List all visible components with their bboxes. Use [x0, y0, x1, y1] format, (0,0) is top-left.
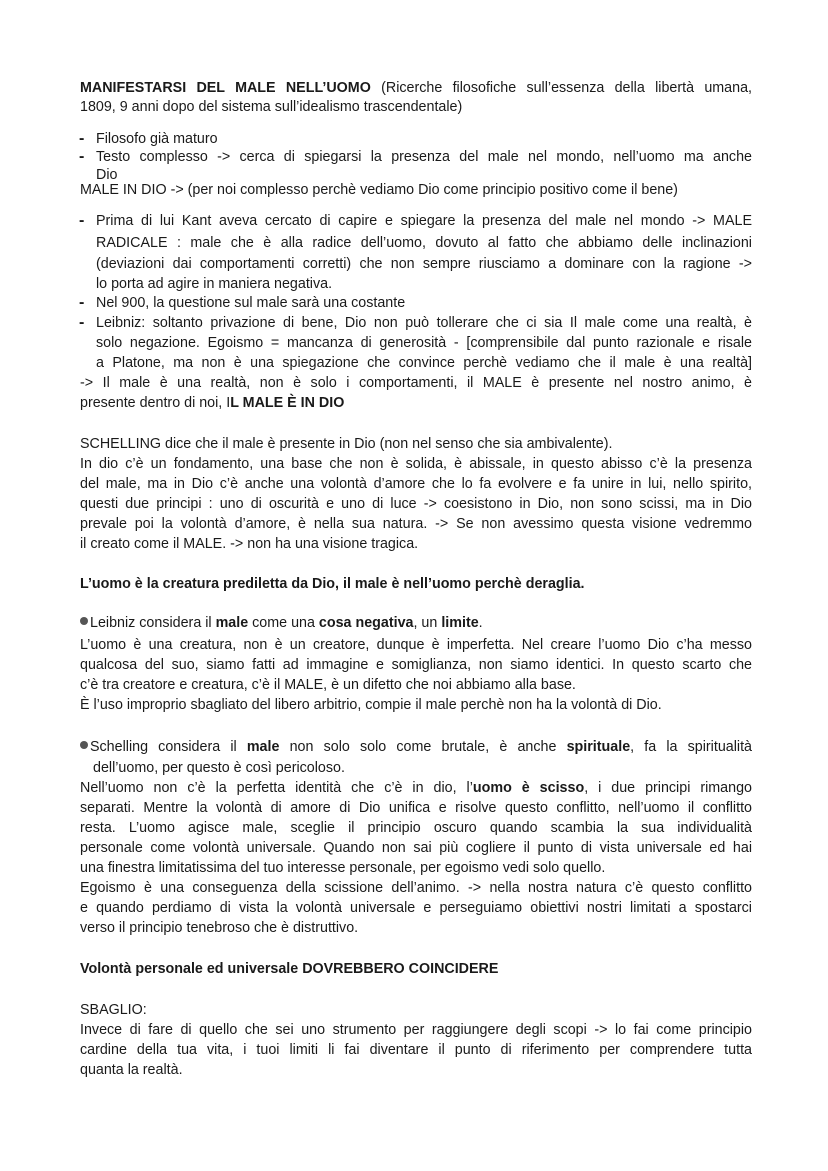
paragraph-line: del male, ma in Dio c’è anche una volontà d’amore che lo fa evolvere e fa unire in lui, nello spirito, [80, 476, 752, 492]
paragraph-line: In dio c’è un fondamento, una base che non è solida, è abissale, in questo abisso c’è la presenza [80, 456, 752, 472]
list-item-continuation: lo porta ad agire in maniera negativa. [96, 276, 333, 292]
paragraph-line: verso il principio tenebroso che è distruttivo. [80, 920, 359, 936]
bold-run: spirituale [566, 739, 631, 755]
dash-bullet: - [79, 130, 85, 147]
text-run: Schelling considera il [90, 739, 247, 755]
dash-bullet: - [79, 212, 85, 229]
paragraph-line: SCHELLING dice che il male è presente in Dio (non nel senso che sia ambivalente). [80, 436, 613, 452]
paragraph-line: cardine della tua vita, i tuoi limiti li fai diventare il punto di riferimento per comprendere tutta [80, 1042, 752, 1058]
list-item: Testo complesso -> cerca di spiegarsi la presenza del male nel mondo, nell’uomo ma anche [96, 149, 752, 165]
bullet-icon [80, 617, 88, 625]
text-run: , fa la spiritualità [630, 739, 753, 755]
paragraph-line: resta. L’uomo agisce male, sceglie il principio oscuro quando scambia la sua individualità [80, 820, 752, 836]
text-run: , i due principi rimango [584, 780, 752, 796]
text-run: non solo solo come brutale, è anche [279, 739, 567, 755]
bullet-item [90, 613, 752, 633]
paragraph-line: MALE IN DIO -> (per noi complesso perchè vediamo Dio come principio positivo come il bene) [80, 182, 678, 198]
text-run: come una [248, 615, 319, 631]
text-run: Nell’uomo non c’è la perfetta identità che c’è in dio, l’ [80, 780, 473, 796]
dash-bullet: - [79, 294, 85, 311]
list-item: Nel 900, la questione sul male sarà una costante [96, 295, 406, 311]
paragraph-line: questi due principi : uno di oscurità e uno di luce -> coesistono in Dio, non sono scissi, ma in Dio [80, 496, 752, 512]
text-run: Leibniz considera il [90, 615, 216, 631]
text-run: . [478, 615, 483, 631]
paragraph-line: c’è tra creatore e creatura, c’è il MALE, è un difetto che noi abbiamo alla base. [80, 677, 576, 693]
paragraph-line: È l’uso improprio sbagliato del libero arbitrio, compie il male perchè non ha la volontà di Dio. [80, 697, 662, 713]
section-heading: Volontà personale ed universale DOVREBBERO COINCIDERE [80, 961, 499, 977]
paragraph-line [80, 393, 752, 413]
list-item: Prima di lui Kant aveva cercato di capire e spiegare la presenza del male nel mondo -> MALE [96, 213, 752, 229]
paragraph-line: quanta la realtà. [80, 1062, 183, 1078]
bold-run: cosa negativa [318, 615, 414, 631]
dash-bullet: - [79, 314, 85, 331]
text-run: presente dentro di noi, I [80, 395, 231, 411]
list-item-continuation: a Platone, ma non è una spiegazione che convince perchè vediamo che il male è una realtà] [96, 355, 752, 371]
text-run: , un [413, 615, 442, 631]
section-heading: L’uomo è la creatura prediletta da Dio, il male è nell’uomo perchè deraglia. [80, 576, 585, 592]
paragraph-line [80, 778, 752, 798]
dash-bullet: - [79, 148, 85, 165]
list-item-continuation: RADICALE : male che è alla radice dell’uomo, dovuto al fatto che abbiamo delle inclinazioni [96, 235, 752, 251]
list-item-continuation: solo negazione. Egoismo = mancanza di generosità - [comprensibile dal punto razionale e risale [96, 335, 752, 351]
paragraph-line: Egoismo è una conseguenza della scissione dell’animo. -> nella nostra natura c’è questo conflitto [80, 880, 752, 896]
bullet-icon [80, 741, 88, 749]
paragraph-line: separati. Mentre la volontà di amore di Dio unifica e risolve questo conflitto, nell’uomo il conflitto [80, 800, 752, 816]
bold-run: L MALE È IN DIO [230, 395, 345, 411]
bold-run: male [215, 615, 249, 631]
paragraph-line: una finestra limitatissima del tuo interesse personale, per egoismo vedi solo quello. [80, 860, 606, 876]
bold-run: male [246, 739, 280, 755]
paragraph-line: prevale poi la volontà d’amore, è nella sua natura. -> Se non avessimo questa visione vedremmo [80, 516, 752, 532]
bullet-item-continuation: dell’uomo, per questo è così pericoloso. [93, 760, 345, 776]
bold-run: uomo è scisso [472, 780, 585, 796]
paragraph-line: -> Il male è una realtà, non è solo i comportamenti, il MALE è presente nel nostro animo, è [80, 375, 752, 391]
paragraph-line: qualcosa del suo, siamo fatti ad immagine e somiglianza, non siamo identici. In questo scarto che [80, 657, 752, 673]
title-line-1 [80, 78, 752, 98]
bullet-item [90, 737, 752, 757]
title-line-2: 1809, 9 anni dopo del sistema sull’idealismo trascendentale) [80, 99, 463, 115]
list-item-continuation: Dio [96, 167, 118, 183]
list-item: Leibniz: soltanto privazione di bene, Dio non può tollerare che ci sia Il male come una realtà, è [96, 315, 752, 331]
title-heading: MANIFESTARSI DEL MALE NELL’UOMO [80, 80, 371, 96]
paragraph-line: e quando perdiamo di vista la volontà universale e perseguiamo obiettivi nostri limitati a spostarci [80, 900, 752, 916]
paragraph-line: L’uomo è una creatura, non è un creatore, dunque è imperfetta. Nel creare l’uomo Dio c’ha messo [80, 637, 752, 653]
paragraph-line: Invece di fare di quello che sei uno strumento per raggiungere degli scopi -> lo fai come principio [80, 1022, 752, 1038]
paragraph-line: il creato come il MALE. -> non ha una visione tragica. [80, 536, 419, 552]
list-item: Filosofo già maturo [96, 131, 218, 147]
title-subtitle: (Ricerche filosofiche sull’essenza della libertà umana, [370, 80, 753, 96]
paragraph-line: personale come volontà universale. Quando non sai più cogliere il punto di vista universale ed hai [80, 840, 752, 856]
list-item-continuation: (deviazioni dai comportamenti corretti) che non sempre riusciamo a dominare con la ragione -> [96, 256, 752, 272]
bold-run: limite [441, 615, 479, 631]
paragraph-line: SBAGLIO: [80, 1002, 147, 1018]
